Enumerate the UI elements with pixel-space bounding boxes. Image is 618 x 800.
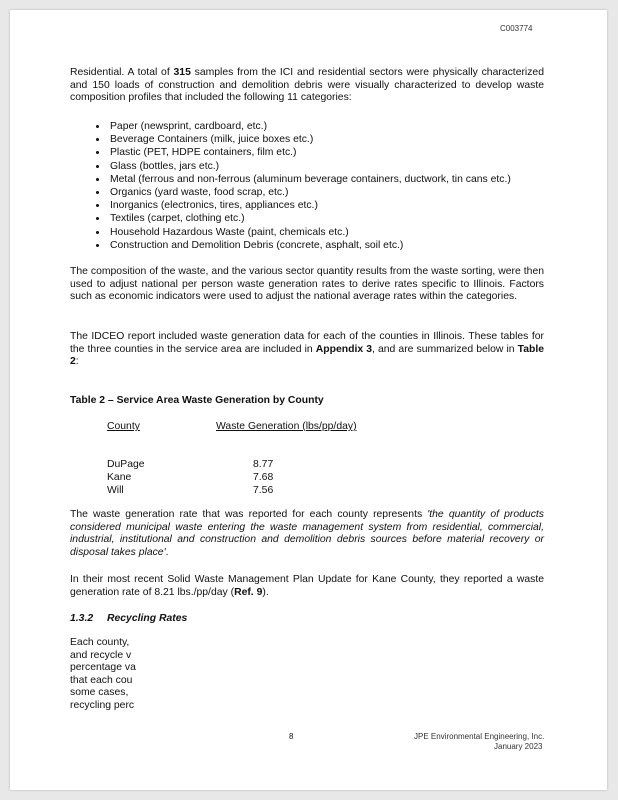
table-header-county: County bbox=[107, 421, 140, 432]
table-title: Table 2 – Service Area Waste Generation by County bbox=[70, 395, 324, 406]
list-item: • Metal (ferrous and non-ferrous (aluminum beverage containers, ductwork, tin cans etc.) bbox=[108, 173, 568, 186]
footer-date: January 2023 bbox=[494, 742, 543, 751]
category-list bbox=[88, 120, 568, 252]
idceo-prefix: The IDCEO report included waste generation data for each of the counties in Illinois. These tables for the three counties in the service area are included in bbox=[70, 331, 544, 355]
section-title: Recycling Rates bbox=[107, 613, 188, 624]
list-item: • Construction and Demolition Debris (concrete, asphalt, soil etc.) bbox=[108, 239, 568, 252]
list-item: • Glass (bottles, jars etc.) bbox=[108, 160, 568, 173]
sample-count: 315 bbox=[173, 67, 191, 78]
rate-prefix: The waste generation rate that was reported for each county represents bbox=[70, 509, 428, 520]
kane-paragraph bbox=[70, 574, 544, 599]
idceo-paragraph bbox=[70, 331, 544, 369]
table-row-county: Kane bbox=[107, 472, 132, 483]
table-header-rate: Waste Generation (lbs/pp/day) bbox=[216, 421, 357, 432]
table-row-rate: 7.68 bbox=[253, 472, 274, 483]
recycling-line: that each cou bbox=[70, 674, 133, 686]
section-heading bbox=[70, 613, 187, 624]
list-item: • Inorganics (electronics, tires, appliances etc.) bbox=[108, 199, 568, 212]
kane-ref: Ref. 9 bbox=[234, 586, 263, 598]
list-item: • Beverage Containers (milk, juice boxes etc.) bbox=[108, 133, 568, 146]
document-page bbox=[10, 10, 607, 790]
intro-paragraph bbox=[70, 67, 544, 105]
table-row-county: Will bbox=[107, 485, 124, 496]
recycling-line: Each county, bbox=[70, 637, 130, 648]
composition-paragraph: The composition of the waste, and the various sector quantity results from the waste sorting, were then used to adjust national per person waste generation rates to derive rates specific to Illinois. Factors such as economic indicators were used to adjust the national average rates within the categories. bbox=[70, 266, 544, 303]
recycling-line: some cases, bbox=[70, 687, 129, 699]
list-item: • Plastic (PET, HDPE containers, film etc.) bbox=[108, 146, 568, 159]
table-row-rate: 7.56 bbox=[253, 485, 274, 496]
list-item: • Paper (newsprint, cardboard, etc.) bbox=[108, 120, 568, 133]
list-item: • Organics (yard waste, food scrap, etc.) bbox=[108, 186, 568, 199]
list-item: • Textiles (carpet, clothing etc.) bbox=[108, 212, 568, 225]
intro-prefix: Residential. A total of bbox=[70, 67, 174, 78]
footer-company: JPE Environmental Engineering, Inc. bbox=[414, 732, 545, 741]
list-item: • Household Hazardous Waste (paint, chemicals etc.) bbox=[108, 226, 568, 239]
idceo-suffix: : bbox=[75, 356, 79, 368]
idceo-middle: , and are summarized below in bbox=[372, 343, 518, 355]
document-id: C003774 bbox=[500, 24, 533, 33]
rate-paragraph bbox=[70, 509, 544, 559]
recycling-paragraph-visible bbox=[70, 637, 160, 713]
appendix-ref: Appendix 3 bbox=[315, 343, 373, 355]
table-row-county: DuPage bbox=[107, 459, 145, 470]
page-number: 8 bbox=[289, 732, 294, 741]
rate-quote: 'the quantity of products considered municipal waste entering the waste management system from residential, commercial, industrial, institutional and construction and demolition debris sources before material recovery or disposal takes place' bbox=[70, 509, 544, 558]
redacted-region bbox=[150, 635, 550, 717]
recycling-line: and recycle v bbox=[70, 649, 132, 661]
rate-suffix: . bbox=[165, 546, 169, 558]
table-ref: Table 2 bbox=[70, 343, 544, 368]
recycling-line: recycling perc bbox=[70, 699, 135, 711]
section-number: 1.3.2 bbox=[70, 613, 94, 624]
kane-prefix: In their most recent Solid Waste Management Plan Update for Kane County, they reported a waste generation rate of 8.21 lbs./pp/day ( bbox=[70, 574, 544, 598]
kane-suffix: ). bbox=[262, 586, 269, 598]
table-row-rate: 8.77 bbox=[253, 459, 274, 470]
intro-suffix: samples from the ICI and residential sectors were physically characterized and 150 loads of construction and demolition debris were visually characterized to develop waste composition profiles that included the following 11 categories: bbox=[70, 67, 544, 104]
recycling-line: percentage va bbox=[70, 662, 136, 674]
